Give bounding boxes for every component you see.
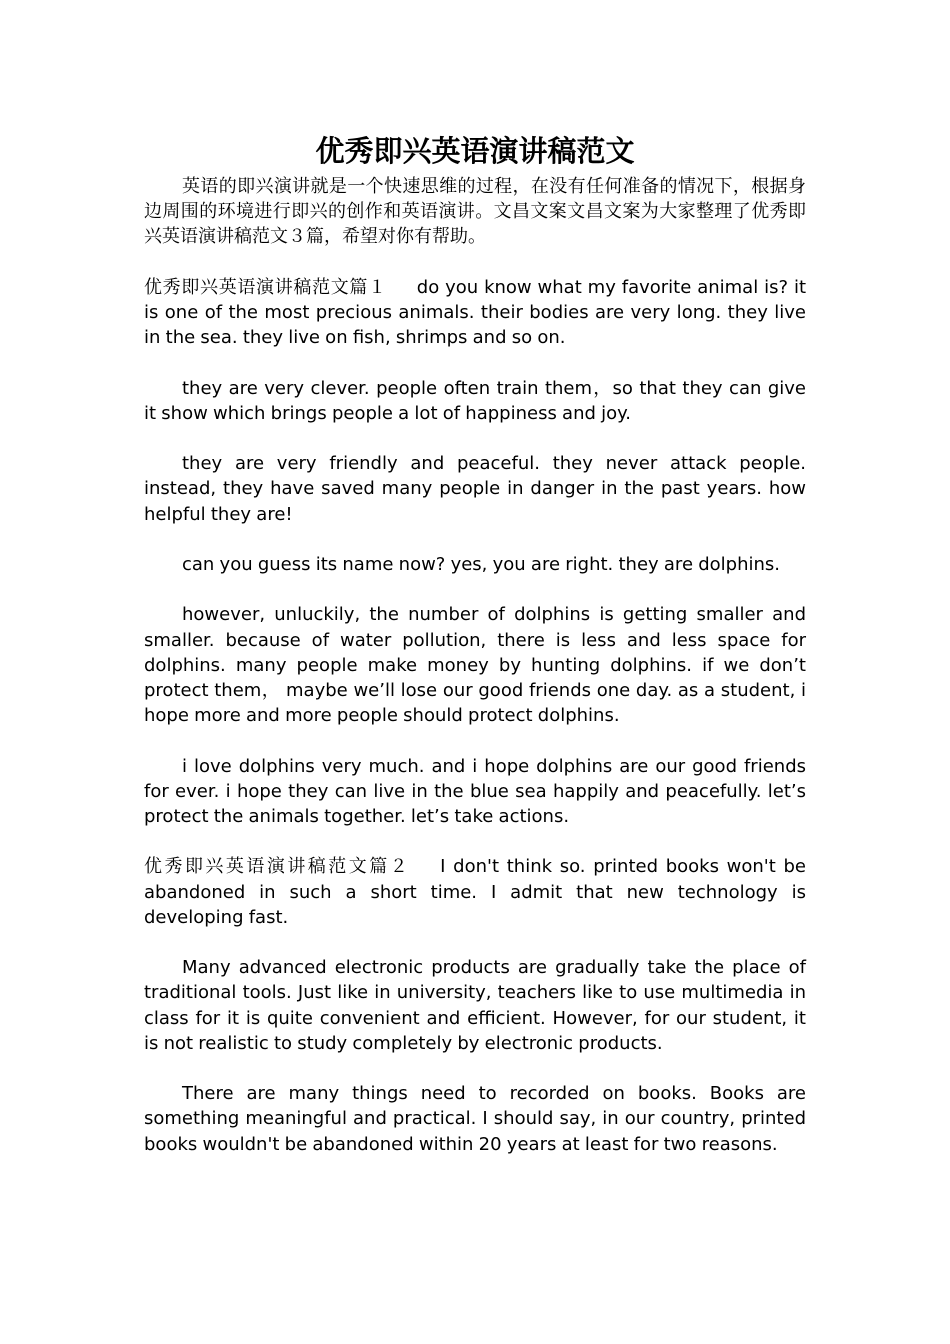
section-1-paragraph-1: they are very clever. people often train them，so that they can give it show which brings people a lot of happiness and joy. [144, 377, 806, 424]
paragraph-gap [144, 930, 806, 955]
section-2-paragraph-1: Many advanced electronic products are gradually take the place of traditional tools. Just like in university, teachers like to use multimedia in class for it is quite convenient and efficient. However, for our student, it is not realistic to study completely by electronic products. [144, 957, 806, 1054]
section-1-paragraph-2: they are very friendly and peaceful. they never attack people. instead, they have saved many people in danger in the past years. how helpful they are! [144, 453, 806, 525]
paragraph-gap [144, 829, 806, 854]
paragraph-gap [144, 1056, 806, 1081]
document-title: 优秀即兴英语演讲稿范文 [315, 134, 635, 168]
paragraph-gap [144, 426, 806, 451]
section-1-lead-paragraph [144, 275, 806, 351]
section-2-lead-text: I don't think so. printed books won't be abandoned in such a short time. I admit that new technology is developing fast. [144, 856, 806, 928]
section-1-heading: 优秀即兴英语演讲稿范文篇１ [144, 276, 387, 298]
section-1-lead-text: do you know what my favorite animal is? it is one of the most precious animals. their bodies are very long. they live in the sea. they live on fish, shrimps and so on. [144, 276, 806, 349]
paragraph-gap [144, 350, 806, 375]
document-page [144, 128, 806, 1157]
paragraph-gap [144, 577, 806, 602]
paragraph-gap [144, 527, 806, 552]
section-1-paragraph-5: i love dolphins very much. and i hope dolphins are our good friends for ever. i hope they can live in the blue sea happily and peacefully. let’s protect the animals together. let’s take actions. [144, 755, 806, 827]
section-2-paragraph-2: There are many things need to recorded on books. Books are something meaningful and practical. I should say, in our country, printed books wouldn't be abandoned within 20 years at least for two reasons. [144, 1083, 806, 1155]
section-2-heading: 优秀即兴英语演讲稿范文篇２ [144, 856, 411, 878]
paragraph-gap [144, 728, 806, 753]
section-1-paragraph-3: can you guess its name now? yes, you are right. they are dolphins. [182, 553, 781, 575]
intro-paragraph: 英语的即兴演讲就是一个快速思维的过程，在没有任何准备的情况下，根据身边周围的环境进行即兴的创作和英语演讲。文昌文案文昌文案为大家整理了优秀即兴英语演讲稿范文３篇，希望对你有帮助。 [144, 176, 806, 248]
section-2-lead-paragraph [144, 854, 806, 930]
paragraph-gap [144, 250, 806, 275]
section-1-paragraph-4: however, unluckily, the number of dolphins is getting smaller and smaller. because of water pollution, there is less and less space for dolphins. many people make money by hunting dolphins. if we don’t protect them， maybe we’ll lose our good friends one day. as a student, i hope more and more people should protect dolphins. [144, 604, 806, 727]
